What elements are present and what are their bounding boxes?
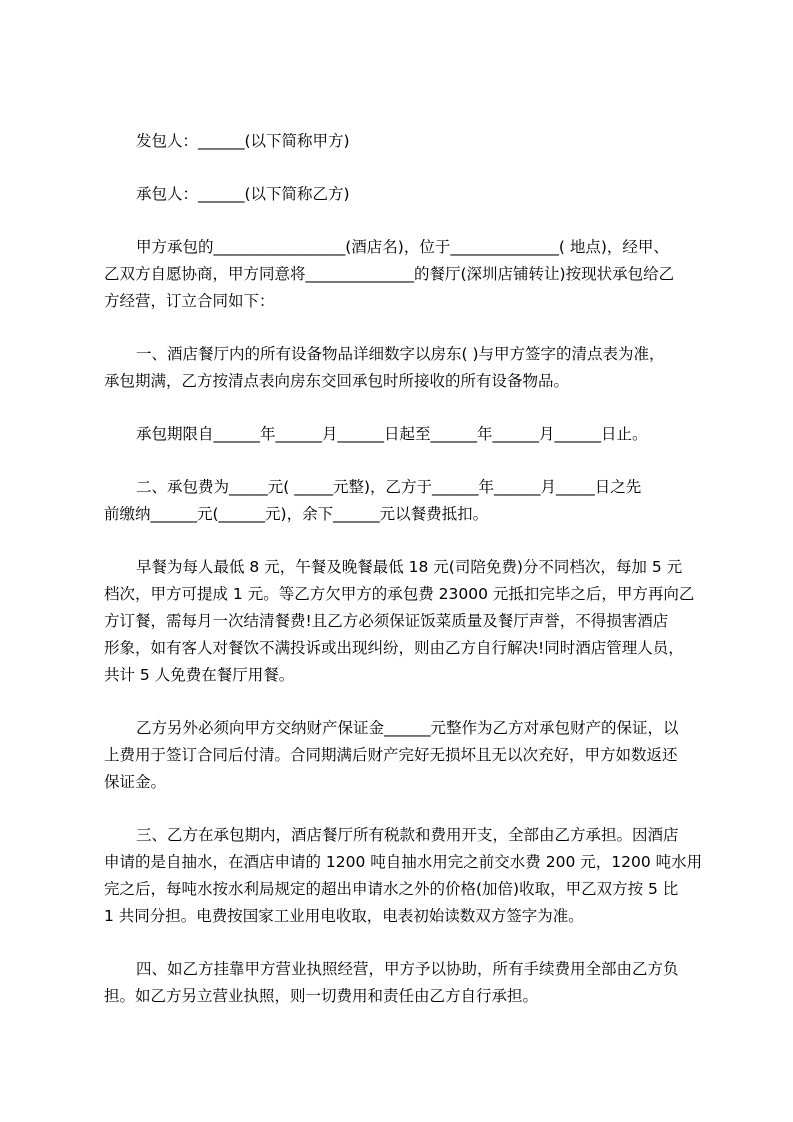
paragraph-meals — [104, 554, 694, 689]
paragraph-term — [104, 421, 694, 448]
paragraph-clause-4 — [104, 956, 694, 1010]
paragraph-preamble — [104, 234, 694, 315]
text-line: 方订餐，需每月一次结清餐费!且乙方必须保证饭菜质量及餐厅声誉，不得损害酒店 — [104, 612, 669, 630]
text-line: 乙方另外必须向甲方交纳财产保证金______元整作为乙方对承包财产的保证，以 — [136, 719, 679, 737]
text-line: 档次，甲方可提成 1 元。等乙方欠甲方的承包费 23000 元抵扣完毕之后，甲方再向乙 — [104, 585, 695, 603]
text-line: 甲方承包的_________________(酒店名)，位于______________( 地点)，经甲、 — [136, 238, 669, 256]
text-line: 担。如乙方另立营业执照，则一切费用和责任由乙方自行承担。 — [104, 987, 539, 1005]
text-line: 前缴纳______元(______元)，余下______元以餐费抵扣。 — [104, 505, 489, 523]
text-line: 四、如乙方挂靠甲方营业执照经营，甲方予以协助，所有手续费用全部由乙方负 — [136, 960, 679, 978]
paragraph-issuer — [104, 128, 694, 155]
contract-document — [104, 128, 703, 1036]
text-line: 方经营，订立合同如下： — [104, 292, 275, 310]
text-line: 三、乙方在承包期内，酒店餐厅所有税款和费用开支，全部由乙方承担。因酒店 — [136, 826, 679, 844]
paragraph-clause-3 — [104, 822, 703, 930]
paragraph-deposit — [104, 715, 694, 796]
text-line: 一、酒店餐厅内的所有设备物品详细数字以房东( )与甲方签字的清点表为准， — [136, 345, 665, 363]
text-line: 早餐为每人最低 8 元，午餐及晚餐最低 18 元(司陪免费)分不同档次，每加 5 元 — [136, 558, 683, 576]
text-line: 二、承包费为_____元( _____元整)，乙方于______年______月_____日之先 — [136, 478, 642, 496]
text-line: 上费用于签订合同后付清。合同期满后财产完好无损坏且无以次充好，甲方如数返还 — [104, 746, 678, 764]
paragraph-clause-2 — [104, 474, 694, 528]
text-line: 保证金。 — [104, 773, 167, 791]
paragraph-contractor — [104, 181, 694, 208]
text-line: 申请的是自抽水，在酒店申请的 1200 吨自抽水用完之前交水费 200 元，1200 吨水用 — [104, 853, 703, 871]
text-line: 完之后，每吨水按水利局规定的超出申请水之外的价格(加倍)收取，甲乙双方按 5 比 — [104, 880, 679, 898]
text-line: 承包期限自______年______月______日起至______年______月______日止。 — [136, 425, 648, 443]
paragraph-clause-1 — [104, 341, 694, 395]
text-line: 承包期满，乙方按清点表向房东交回承包时所接收的所有设备物品。 — [104, 372, 570, 390]
text-line: 承包人：______(以下简称乙方) — [136, 185, 350, 203]
text-line: 共计 5 人免费在餐厅用餐。 — [104, 666, 295, 684]
text-line: 1 共同分担。电费按国家工业用电收取，电表初始读数双方签字为准。 — [104, 907, 584, 925]
text-line: 形象，如有客人对餐饮不满投诉或出现纠纷，则由乙方自行解决!同时酒店管理人员， — [104, 639, 684, 657]
text-line: 乙双方自愿协商，甲方同意将______________的餐厅(深圳店铺转让)按现状承包给乙 — [104, 265, 675, 283]
text-line: 发包人：______(以下简称甲方) — [136, 132, 350, 150]
